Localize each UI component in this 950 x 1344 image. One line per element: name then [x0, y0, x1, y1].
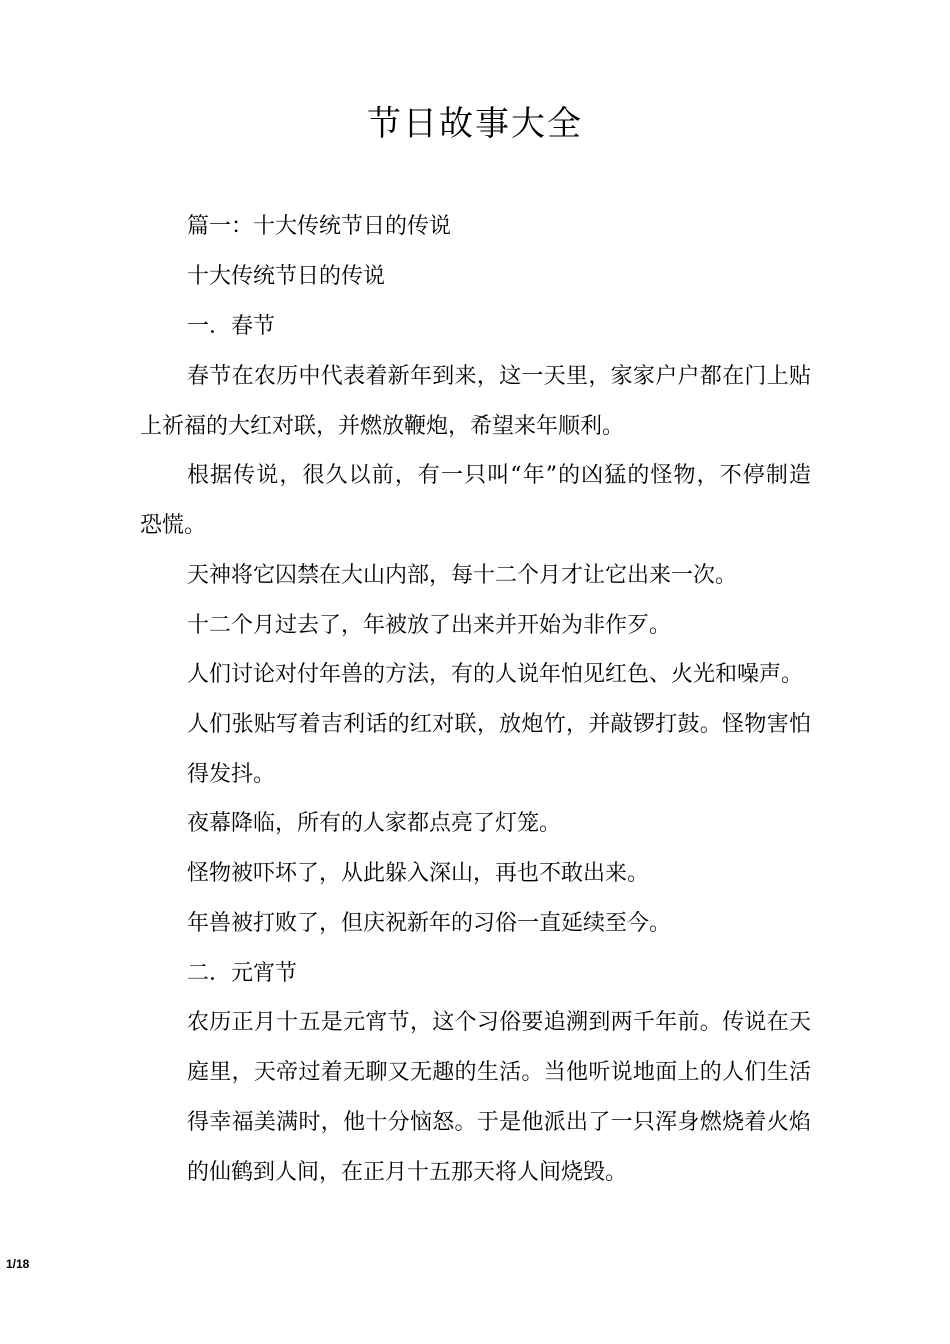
paragraph-line: 人们张贴写着吉利话的红对联，放炮竹，并敲锣打鼓。怪物害怕: [187, 712, 811, 737]
paragraph-line: 年兽被打败了，但庆祝新年的习俗一直延续至今。: [187, 911, 672, 936]
paragraph-line: 庭里，天帝过着无聊又无趣的生活。当他听说地面上的人们生活: [187, 1060, 811, 1085]
chapter-heading: 篇一：十大传统节日的传说: [187, 214, 452, 239]
paragraph-line: 上祈福的大红对联，并燃放鞭炮，希望来年顺利。: [140, 414, 625, 439]
paragraph-line: 十二个月过去了，年被放了出来并开始为非作歹。: [187, 613, 672, 638]
paragraph-line: 根据传说，很久以前，有一只叫“年”的凶猛的怪物，不停制造: [187, 463, 811, 488]
paragraph-line: 得发抖。: [187, 762, 276, 787]
document-title: 节日故事大全: [367, 104, 583, 144]
article-heading: 十大传统节日的传说: [187, 264, 386, 289]
section-heading-spring-festival: 一．春节: [187, 314, 276, 339]
paragraph-line: 农历正月十五是元宵节，这个习俗要追溯到两千年前。传说在天: [187, 1010, 811, 1035]
paragraph-line: 得幸福美满时，他十分恼怒。于是他派出了一只浑身燃烧着火焰: [187, 1110, 811, 1135]
paragraph-line: 天神将它囚禁在大山内部，每十二个月才让它出来一次。: [187, 563, 738, 588]
paragraph-line: 人们讨论对付年兽的方法，有的人说年怕见红色、火光和噪声。: [187, 662, 804, 687]
section-heading-lantern-festival: 二．元宵节: [187, 961, 298, 986]
paragraph-line: 春节在农历中代表着新年到来，这一天里，家家户户都在门上贴: [187, 364, 811, 389]
page-number: 1/18: [6, 1257, 30, 1271]
paragraph-line: 夜幕降临，所有的人家都点亮了灯笼。: [187, 811, 562, 836]
paragraph-line: 恐慌。: [140, 513, 207, 538]
paragraph-line: 怪物被吓坏了，从此躲入深山，再也不敢出来。: [187, 861, 650, 886]
paragraph-line: 的仙鹤到人间，在正月十五那天将人间烧毁。: [187, 1160, 628, 1185]
